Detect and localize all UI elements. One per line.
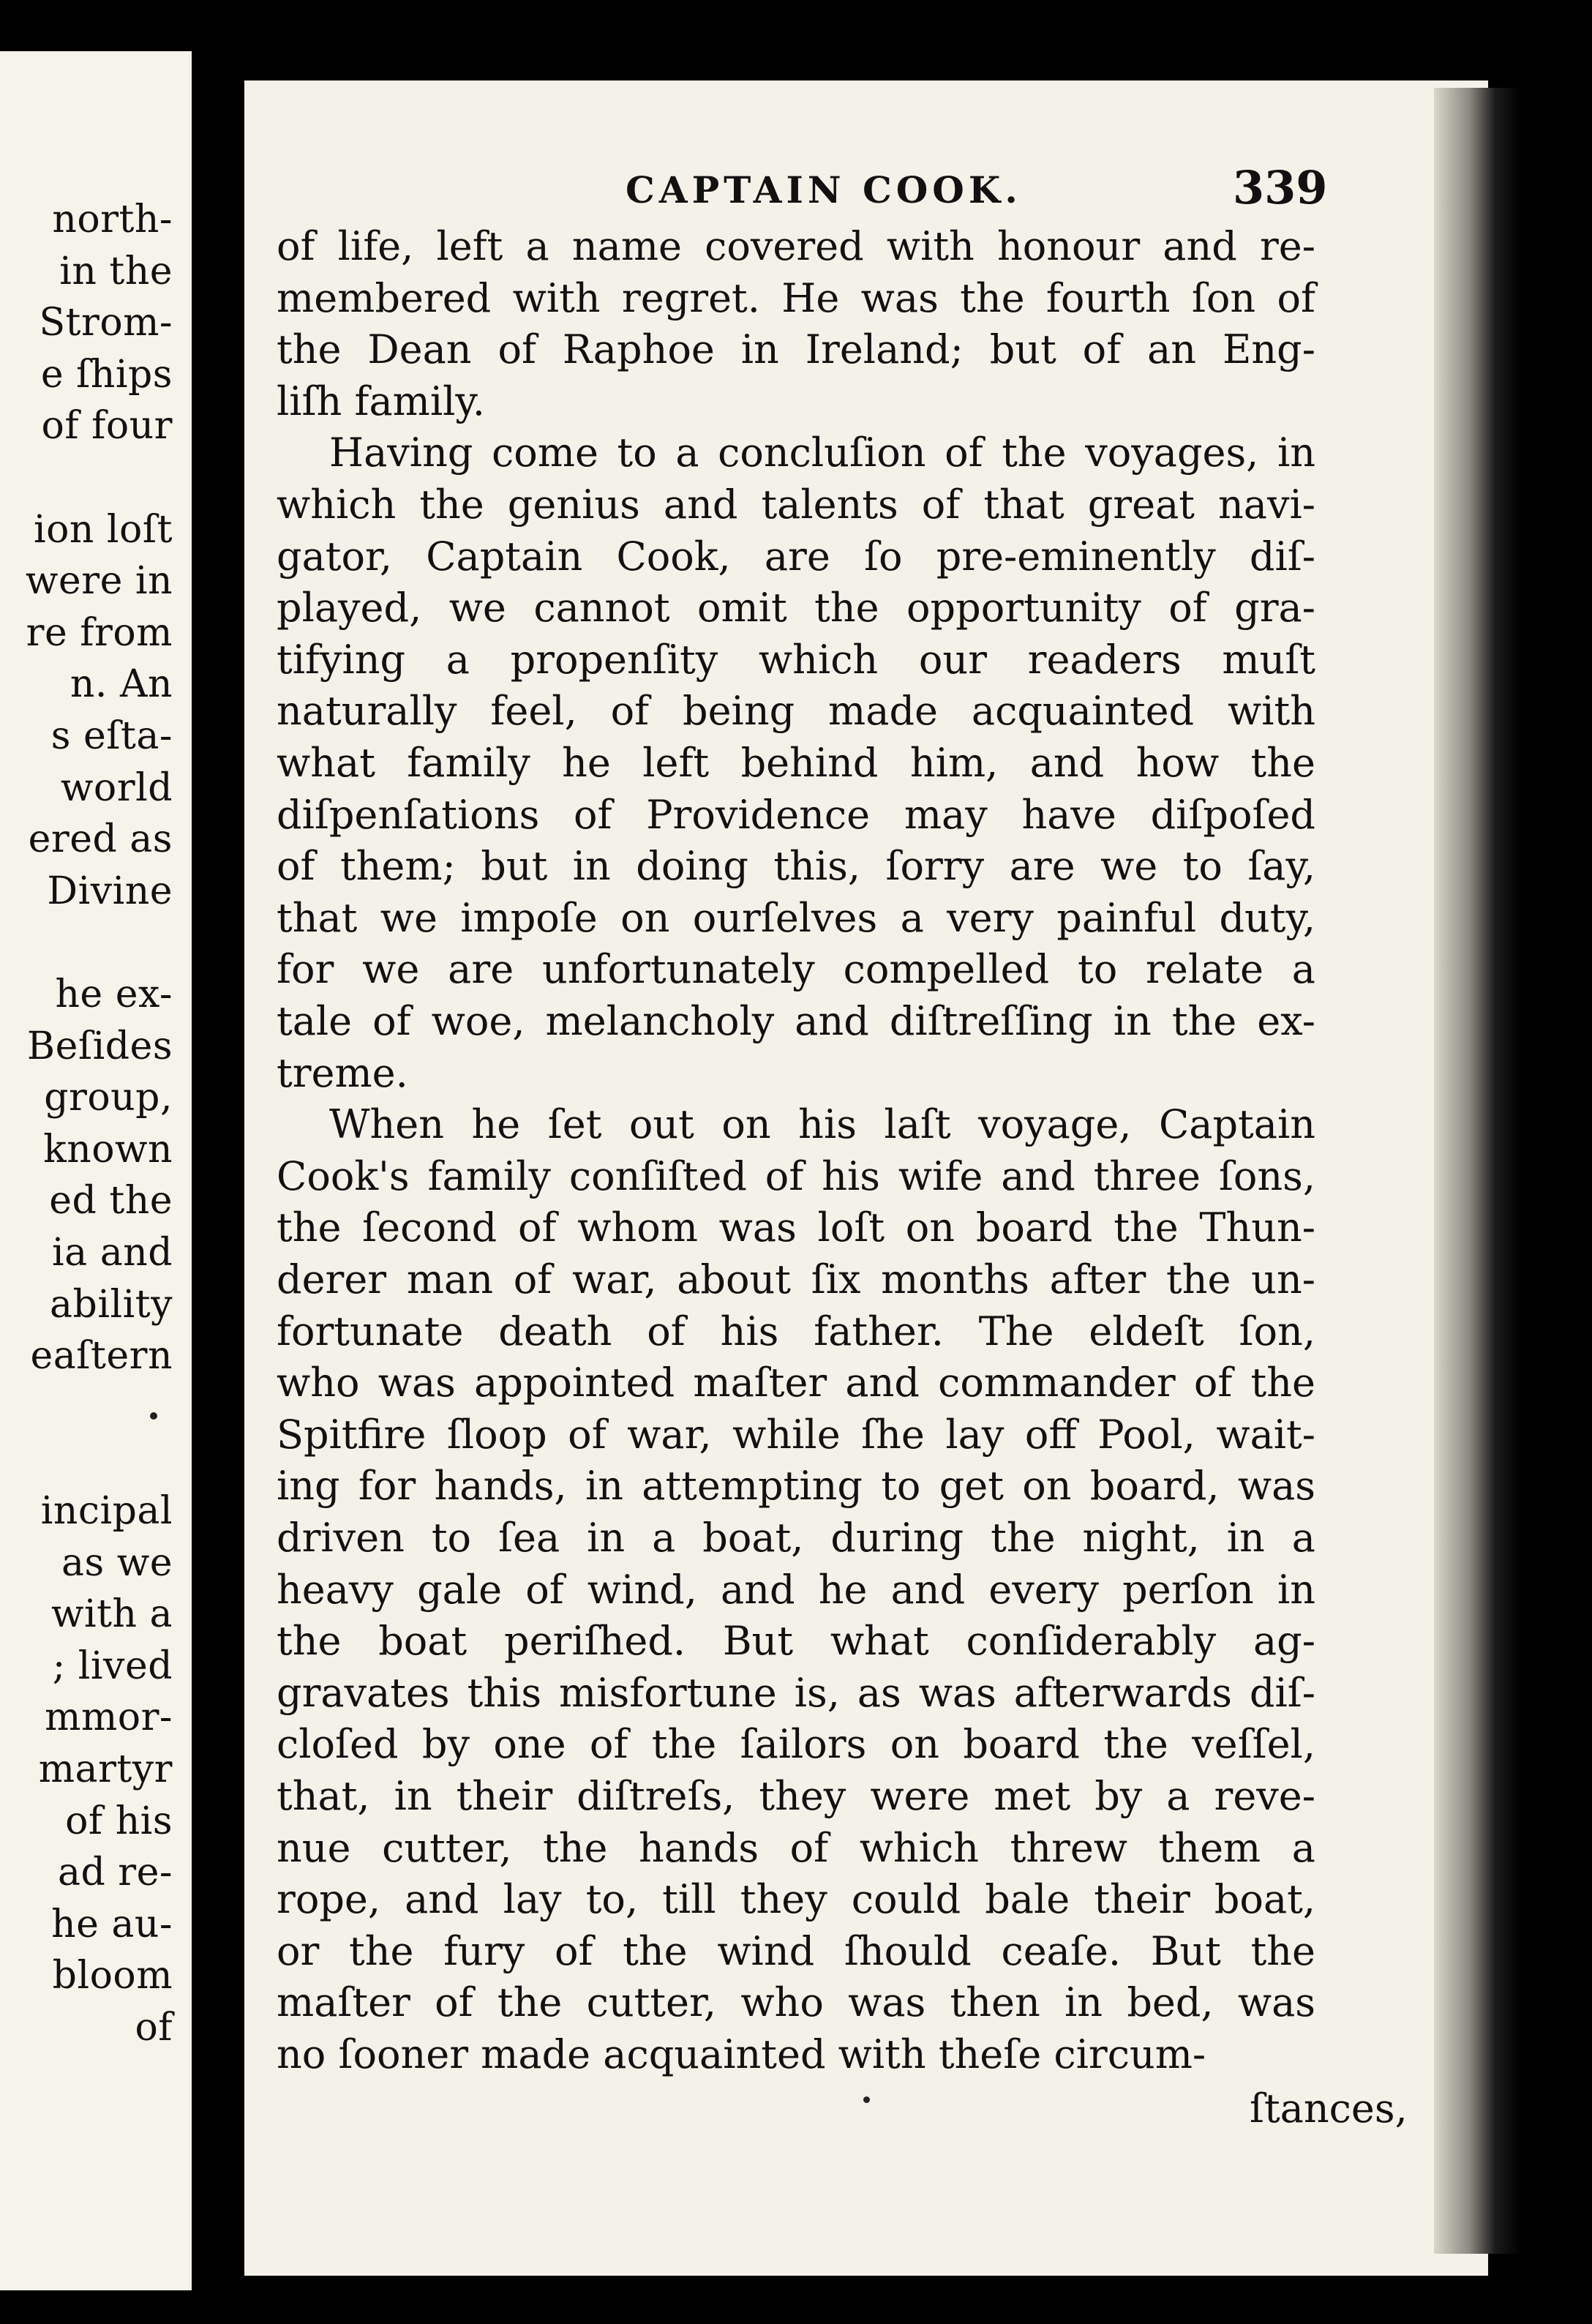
left-page-line: of bbox=[135, 2006, 173, 2050]
left-page-line: re from bbox=[26, 610, 173, 655]
text-line: what family he left behind him, and how the bbox=[277, 740, 1315, 786]
text-line: of life, left a name covered with honour and re- bbox=[277, 223, 1315, 269]
left-page-line: ad re- bbox=[57, 1851, 173, 1895]
left-page-line: Beſides bbox=[26, 1024, 173, 1068]
text-line: which the genius and talents of that great navi- bbox=[277, 481, 1315, 528]
text-line: diſpenſations of Providence may have diſpoſed bbox=[277, 791, 1315, 838]
left-page-line: bloom bbox=[52, 1954, 173, 1998]
text-line: tale of woe, melancholy and diſtreſſing in the ex- bbox=[277, 998, 1315, 1044]
left-page-line: of four bbox=[41, 404, 173, 449]
book-gutter bbox=[192, 0, 249, 2324]
text-line: liſh family. bbox=[277, 378, 485, 424]
text-line: of them; but in doing this, ſorry are we to ſay, bbox=[277, 843, 1315, 890]
ink-speck bbox=[150, 1412, 157, 1420]
left-page-line: north- bbox=[52, 198, 173, 241]
left-page-line: group, bbox=[44, 1076, 173, 1120]
left-page-line: he au- bbox=[51, 1902, 173, 1946]
text-line: derer man of war, about ſix months after the un- bbox=[277, 1256, 1315, 1302]
catchword: ſtances, bbox=[1250, 2085, 1408, 2132]
text-line: the Dean of Raphoe in Ireland; but of an Eng- bbox=[277, 326, 1315, 373]
left-page-line: ; lived bbox=[52, 1643, 173, 1688]
text-line: that we impoſe on ourſelves a very painful duty, bbox=[277, 894, 1315, 941]
left-page-line: s eſta- bbox=[50, 714, 173, 758]
text-line: played, we cannot omit the opportunity of gra- bbox=[277, 585, 1315, 631]
running-title: CAPTAIN COOK. bbox=[626, 168, 1022, 211]
left-page-line: incipal bbox=[40, 1489, 173, 1533]
left-page-line: ered as bbox=[28, 817, 173, 862]
page-number: 339 bbox=[1233, 161, 1328, 214]
left-page-line: ability bbox=[50, 1282, 173, 1327]
left-page-line: eaſtern bbox=[30, 1334, 173, 1379]
left-page-line: n. An bbox=[70, 662, 173, 707]
left-page-line: were in bbox=[25, 559, 173, 604]
left-page-line: Divine bbox=[47, 869, 173, 913]
text-line: heavy gale of wind, and he and every perſon in bbox=[277, 1566, 1315, 1613]
left-page-line: of his bbox=[65, 1799, 173, 1843]
text-line: gator, Captain Cook, are ſo pre-eminently diſ- bbox=[277, 533, 1315, 580]
text-line: that, in their diſtreſs, they were met by a reve- bbox=[277, 1773, 1315, 1819]
left-page-line: Strom- bbox=[39, 301, 173, 345]
text-line: the boat periſhed. But what conſiderably ag- bbox=[277, 1618, 1315, 1665]
text-line: Spitfire ſloop of war, while ſhe lay off Pool, wait- bbox=[277, 1411, 1315, 1458]
text-line: no ſooner made acquainted with theſe circum- bbox=[277, 2031, 1206, 2077]
text-line: gravates this misfortune is, as was afterwards diſ- bbox=[277, 1669, 1315, 1716]
text-line: rope, and lay to, till they could bale their boat, bbox=[277, 1876, 1315, 1923]
left-page-line: in the bbox=[59, 249, 173, 293]
text-line: treme. bbox=[277, 1049, 408, 1096]
left-page-line: mmor- bbox=[45, 1695, 173, 1740]
left-page-line: with a bbox=[50, 1592, 173, 1637]
left-page-line: as we bbox=[61, 1540, 173, 1585]
text-line: the ſecond of whom was loſt on board the Thun- bbox=[277, 1204, 1315, 1251]
left-page-line: world bbox=[60, 765, 173, 810]
ink-speck bbox=[863, 2096, 870, 2103]
left-page-line: e ſhips bbox=[40, 352, 173, 397]
text-line: membered with regret. He was the fourth ſon of bbox=[277, 274, 1315, 321]
text-line: When he ſet out on his laſt voyage, Captain bbox=[329, 1101, 1315, 1148]
text-line: tifying a propenſity which our readers muſt bbox=[277, 636, 1315, 683]
text-line: for we are unfortunately compelled to relate a bbox=[277, 946, 1315, 993]
text-line: cloſed by one of the ſailors on board the veſſel, bbox=[277, 1721, 1315, 1768]
text-line: maſter of the cutter, who was then in bed, was bbox=[277, 1979, 1315, 2026]
text-line: Cook's family conſiſted of his wife and three ſons, bbox=[277, 1152, 1315, 1199]
left-page-line: known bbox=[43, 1127, 173, 1172]
left-page-line: ion loſt bbox=[33, 507, 173, 552]
text-line: nue cutter, the hands of which threw them a bbox=[277, 1824, 1315, 1871]
text-line: Having come to a concluſion of the voyages, in bbox=[329, 430, 1315, 476]
text-line: naturally feel, of being made acquainted with bbox=[277, 688, 1315, 735]
left-page-line: he ex- bbox=[55, 972, 173, 1016]
text-line: who was appointed maſter and commander of the bbox=[277, 1360, 1315, 1406]
text-line: ing for hands, in attempting to get on board, was bbox=[277, 1463, 1315, 1510]
left-page-fragment bbox=[0, 51, 192, 2290]
text-line: or the fury of the wind ſhould ceaſe. But the bbox=[277, 1927, 1315, 1974]
left-page-line: ed the bbox=[49, 1179, 173, 1223]
left-page-line: martyr bbox=[38, 1747, 173, 1791]
left-page-line: ia and bbox=[52, 1231, 173, 1275]
page-edge bbox=[1434, 88, 1522, 2254]
text-line: fortunate death of his father. The eldeſt ſon, bbox=[277, 1308, 1315, 1354]
text-line: driven to ſea in a boat, during the night, in a bbox=[277, 1515, 1315, 1561]
